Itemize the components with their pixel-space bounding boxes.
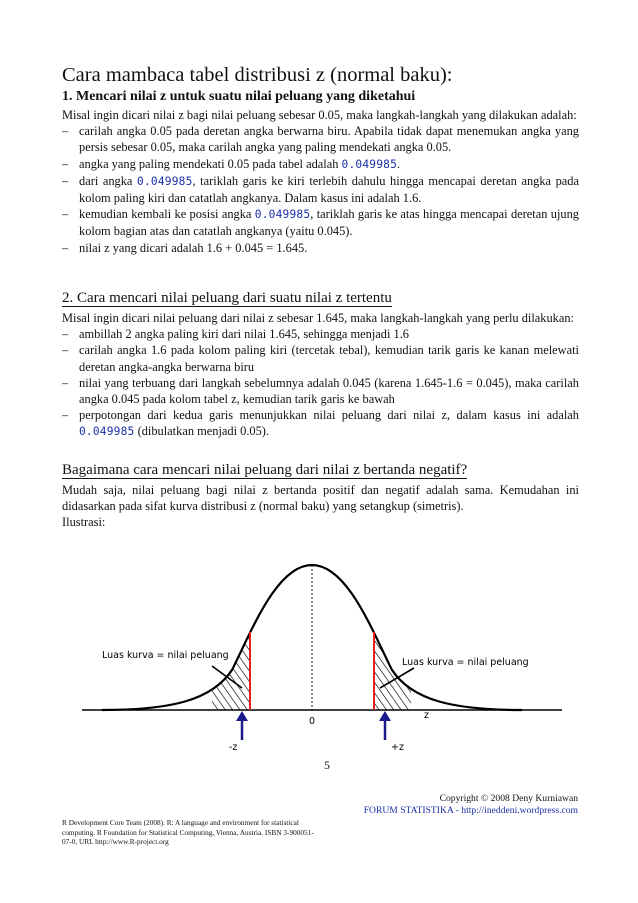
code-value: 0.049985	[79, 425, 135, 439]
label-pos-z: +z	[391, 742, 404, 753]
list-item: – nilai z yang dicari adalah 1.6 + 0.045 = 1.645.	[62, 240, 579, 256]
normal-curve-illustration	[62, 540, 582, 755]
axis-z: z	[424, 710, 429, 721]
page-number: 5	[324, 758, 330, 772]
list-item: – dari angka 0.049985, tariklah garis ke kiri terlebih dahulu hingga mencapai deretan angka pada kolom paling kiri dan catatlah angkanya. Dalam kasus ini adalah 1.6.	[62, 173, 579, 206]
code-value: 0.049985	[137, 174, 193, 188]
arrow-neg-z	[236, 711, 248, 740]
section3-paragraph: Mudah saja, nilai peluang bagi nilai z bertanda positif dan negatif adalah sama. Kemudahan ini didasarkan pada sifat kurva distribusi z (normal baku) yang setangkup (simetris).	[62, 483, 579, 514]
label-right: Luas kurva = nilai peluang	[402, 657, 529, 668]
axis-zero: 0	[309, 716, 316, 727]
arrow-pos-z	[379, 711, 391, 740]
section3-heading: Bagaimana cara mencari nilai peluang dari nilai z bertanda negatif?	[62, 462, 468, 478]
section2-intro: Misal ingin dicari nilai peluang dari nilai z sebesar 1.645, maka langkah-langkah yang perlu dilakukan:	[62, 311, 574, 325]
code-value: 0.049985	[254, 208, 311, 222]
section1-list	[62, 123, 579, 256]
code-value: 0.049985	[341, 157, 397, 171]
section1-intro: Misal ingin dicari nilai z bagi nilai peluang sebesar 0.05, maka langkah-langkah yang dilakukan adalah:	[62, 108, 577, 122]
section3-body	[62, 482, 579, 531]
list-item: – ambillah 2 angka paling kiri dari nilai 1.645, sehingga menjadi 1.6	[62, 326, 579, 342]
label-neg-z: -z	[229, 742, 238, 753]
list-item: – carilah angka 0.05 pada deretan angka berwarna biru. Apabila tidak dapat menemukan angka yang persis sebesar 0.05, maka carilah angka yang paling mendekati angka 0.05.	[62, 123, 579, 155]
copyright-line: Copyright © 2008 Deny Kurniawan	[439, 793, 578, 804]
normal-curve-svg	[62, 540, 582, 755]
list-item: – nilai yang terbuang dari langkah sebelumnya adalah 0.045 (karena 1.645-1.6 = 0.045), maka carilah angka 0.045 pada kolom tabel z, kemudian tarik garis ke bawah	[62, 375, 579, 407]
shaded-tail-right	[374, 632, 522, 710]
list-item: – angka yang paling mendekati 0.05 pada tabel adalah 0.049985.	[62, 156, 579, 173]
section1-body	[62, 107, 579, 256]
forum-line: FORUM STATISTIKA - http://ineddeni.wordpress.com	[363, 805, 578, 816]
copyright-block	[364, 793, 578, 817]
label-left: Luas kurva = nilai peluang	[102, 650, 229, 661]
shaded-tail-left	[102, 632, 250, 710]
section2-list	[62, 326, 579, 440]
reference-note: R Development Core Team (2008). R: A language and environment for statistical computing. R Foundation for Statistical Computing, Vienna, Austria. ISBN 3-900051-07-0, URL http://www.R-project.org	[62, 818, 314, 847]
forum-link[interactable]: http://ineddeni.wordpress.com	[461, 805, 578, 816]
list-item: – perpotongan dari kedua garis menunjukkan nilai peluang dari nilai z, dalam kasus ini adalah 0.049985 (dibulatkan menjadi 0.05).	[62, 407, 579, 440]
section2-heading: 2. Cara mencari nilai peluang dari suatu nilai z tertentu	[62, 290, 392, 306]
list-item: – carilah angka 1.6 pada kolom paling kiri (tercetak tebal), kemudian tarik garis ke kanan melewati deretan angka-angka berwarna biru	[62, 342, 579, 374]
list-item: – kemudian kembali ke posisi angka 0.049985, tariklah garis ke atas hingga mencapai deretan ujung kolom bagian atas dan catatlah angkanya (yaitu 0.045).	[62, 206, 579, 239]
section1-heading: 1. Mencari nilai z untuk suatu nilai peluang yang diketahui	[62, 89, 416, 104]
section2-body	[62, 310, 579, 441]
page-title: Cara mambaca tabel distribusi z (normal baku):	[62, 64, 453, 86]
ilustrasi-label: Ilustrasi:	[62, 515, 106, 530]
